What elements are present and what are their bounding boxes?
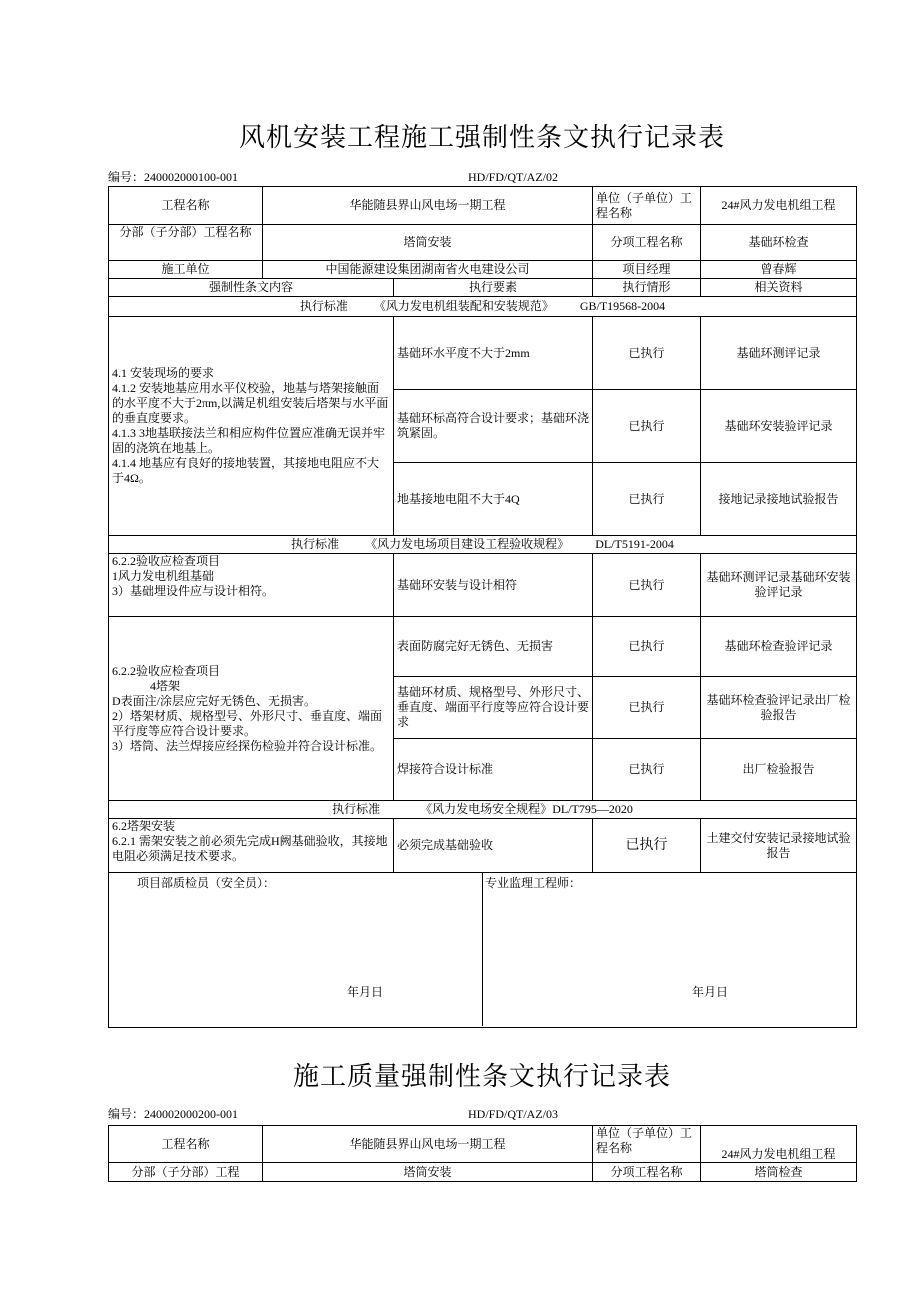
- contractor-label: 施工单位: [109, 261, 263, 279]
- form2-title: 施工质量强制性条文执行记录表: [292, 1062, 671, 1091]
- clause-line: 4.1.3 3地基联接法兰和相应构件位置应准确无误并牢固的浇筑在地基上。: [112, 426, 386, 455]
- execution-status: 已执行: [593, 463, 701, 536]
- project-name-label: 工程名称: [109, 187, 263, 225]
- form2-table: [108, 1125, 857, 1182]
- manager-value: 曾春辉: [701, 261, 857, 279]
- clause-text: [109, 554, 394, 617]
- clause-line: 4塔架: [150, 678, 181, 693]
- execution-element: 基础环水平度不大于2mm: [394, 317, 593, 390]
- supervisor-date: 年月日: [692, 985, 729, 999]
- standard-label: 执行标准: [332, 802, 381, 816]
- execution-element: 基础环材质、规格型号、外形尺寸、垂直度、端面平行度等应符合设计要求: [394, 677, 593, 739]
- clause-line: 2）塔架材质、规格型号、外形尺寸、垂直度、端面平行度等应符合设计要求。: [112, 708, 383, 738]
- clause-line: 6.2塔架安装: [112, 819, 176, 833]
- unit-project-label: 单位（子单位）工程名称: [593, 1126, 701, 1163]
- clause-line: 3）塔筒、法兰焊接应经探伤检验并符合设计标准。: [112, 738, 383, 753]
- project-name-value: 华能随县界山风电场一期工程: [263, 1126, 593, 1163]
- manager-label: 项目经理: [593, 261, 701, 279]
- subitem-label: 分项工程名称: [593, 1163, 701, 1182]
- clause-line: 1风力发电机组基础: [112, 569, 215, 583]
- standard-code: GB/T19568-2004: [579, 299, 666, 313]
- division-label: 分部（子分部）工程名称: [109, 225, 263, 261]
- clause-line: 4.1 安装现场的要求: [112, 366, 215, 380]
- execution-element: 基础环安装与设计相符: [394, 554, 593, 617]
- standard-row: [109, 801, 857, 819]
- col-header-content: 强制性条文内容: [109, 279, 394, 297]
- division-value: 塔筒安装: [263, 1163, 593, 1182]
- form2-doc-code: HD/FD/QT/AZ/03: [468, 1107, 558, 1121]
- related-docs: 接地记录接地试验报告: [701, 463, 857, 536]
- form1-meta: [108, 169, 856, 185]
- unit-project-value: 24#风力发电机组工程: [701, 187, 857, 225]
- clause-line: 4.1.2 安装地基应用水平仪校验，地基与塔架接触面的水平度不大于2πm,以满足机组安装后塔架与水平面的垂直度要求。: [112, 381, 389, 425]
- clause-line: 4.1.4 地基应有良好的接地装置，其接地电阻应不大于4Ω。: [112, 456, 380, 485]
- execution-status: 已执行: [593, 617, 701, 677]
- form2-serial: 编号：240002000200-001: [108, 1107, 238, 1121]
- standard-name: 《风力发电机组装配和安装规范》: [373, 299, 554, 313]
- execution-element: 地基接地电阻不大于4Q: [394, 463, 593, 536]
- col-header-status: 执行情形: [593, 279, 701, 297]
- clause-line: 6.2.2验收应检查项目: [112, 663, 221, 678]
- execution-element: 基础环标高符合设计要求；基础环浇筑紧固。: [394, 390, 593, 463]
- related-docs: 出厂检验报告: [701, 739, 857, 801]
- subitem-label: 分项工程名称: [593, 225, 701, 261]
- division-value: 塔筒安装: [263, 225, 593, 261]
- standard-row: [109, 297, 857, 317]
- related-docs: 基础环安装验评记录: [701, 390, 857, 463]
- quality-inspector-box: [109, 873, 483, 1026]
- related-docs: 基础环检查验评记录: [701, 617, 857, 677]
- clause-line: D表面注/涂层应完好无锈色、无损害。: [112, 693, 317, 708]
- subitem-value: 基础环检查: [701, 225, 857, 261]
- division-label: 分部（子分部）工程: [109, 1163, 263, 1182]
- execution-status: 已执行: [593, 390, 701, 463]
- standard-label: 执行标准: [291, 537, 340, 551]
- related-docs: 基础环测评记录: [701, 317, 857, 390]
- supervisor-box: [483, 873, 853, 1026]
- project-name-value: 华能随县界山风电场一期工程: [263, 187, 593, 225]
- unit-project-label: 单位（子单位）工程名称: [593, 187, 701, 225]
- clause-line: 6.2.1 需架安装之前必须先完成H阙基础验收，其接地电阻必须满足技术要求。: [112, 834, 388, 863]
- execution-status: 已执行: [593, 819, 701, 873]
- clause-text: [109, 617, 394, 801]
- execution-status: 已执行: [593, 317, 701, 390]
- quality-inspector-label: 项目部质检员（安全员）：: [137, 876, 276, 890]
- supervisor-label: 专业监理工程师：: [485, 876, 582, 890]
- quality-inspector-date: 年月日: [347, 985, 384, 999]
- clause-text: [109, 317, 394, 536]
- standard-code: DL/T5191-2004: [595, 537, 674, 551]
- standard-code: DL/T795—2020: [552, 802, 633, 816]
- standard-row: [109, 536, 857, 554]
- standard-name: 《风力发电场安全规程》: [420, 802, 553, 816]
- execution-status: 已执行: [593, 739, 701, 801]
- form2-meta: [108, 1106, 856, 1122]
- form1-serial: 编号：240002000100-001: [108, 170, 238, 184]
- execution-status: 已执行: [593, 554, 701, 617]
- subitem-value: 塔筒检查: [701, 1163, 857, 1182]
- standard-name: 《风力发电场项目建设工程验收规程》: [365, 537, 570, 551]
- clause-line: 3）基础埋设件应与设计相符。: [112, 584, 275, 598]
- col-header-element: 执行要素: [394, 279, 593, 297]
- execution-element: 表面防腐完好无锈色、无损害: [394, 617, 593, 677]
- execution-status: 已执行: [593, 677, 701, 739]
- unit-project-value: 24#风力发电机组工程: [701, 1126, 857, 1163]
- related-docs: 土建交付安装记录接地试验报告: [701, 819, 857, 873]
- contractor-value: 中国能源建设集团湖南省火电建设公司: [263, 261, 593, 279]
- form1-table: [108, 186, 857, 1028]
- signature-row: [109, 873, 857, 1028]
- form1-doc-code: HD/FD/QT/AZ/02: [468, 170, 558, 184]
- clause-text: [109, 819, 394, 873]
- related-docs: 基础环检查验评记录出厂检验报告: [701, 677, 857, 739]
- project-name-label: 工程名称: [109, 1126, 263, 1163]
- col-header-docs: 相关资料: [701, 279, 857, 297]
- clause-line: 6.2.2验收应检查项目: [112, 554, 221, 568]
- form1-title: 风机安装工程施工强制性条文执行记录表: [238, 123, 725, 152]
- execution-element: 焊接符合设计标准: [394, 739, 593, 801]
- related-docs: 基础环测评记录基础环安装验评记录: [701, 554, 857, 617]
- standard-label: 执行标准: [299, 299, 348, 313]
- execution-element: 必须完成基础验收: [394, 819, 593, 873]
